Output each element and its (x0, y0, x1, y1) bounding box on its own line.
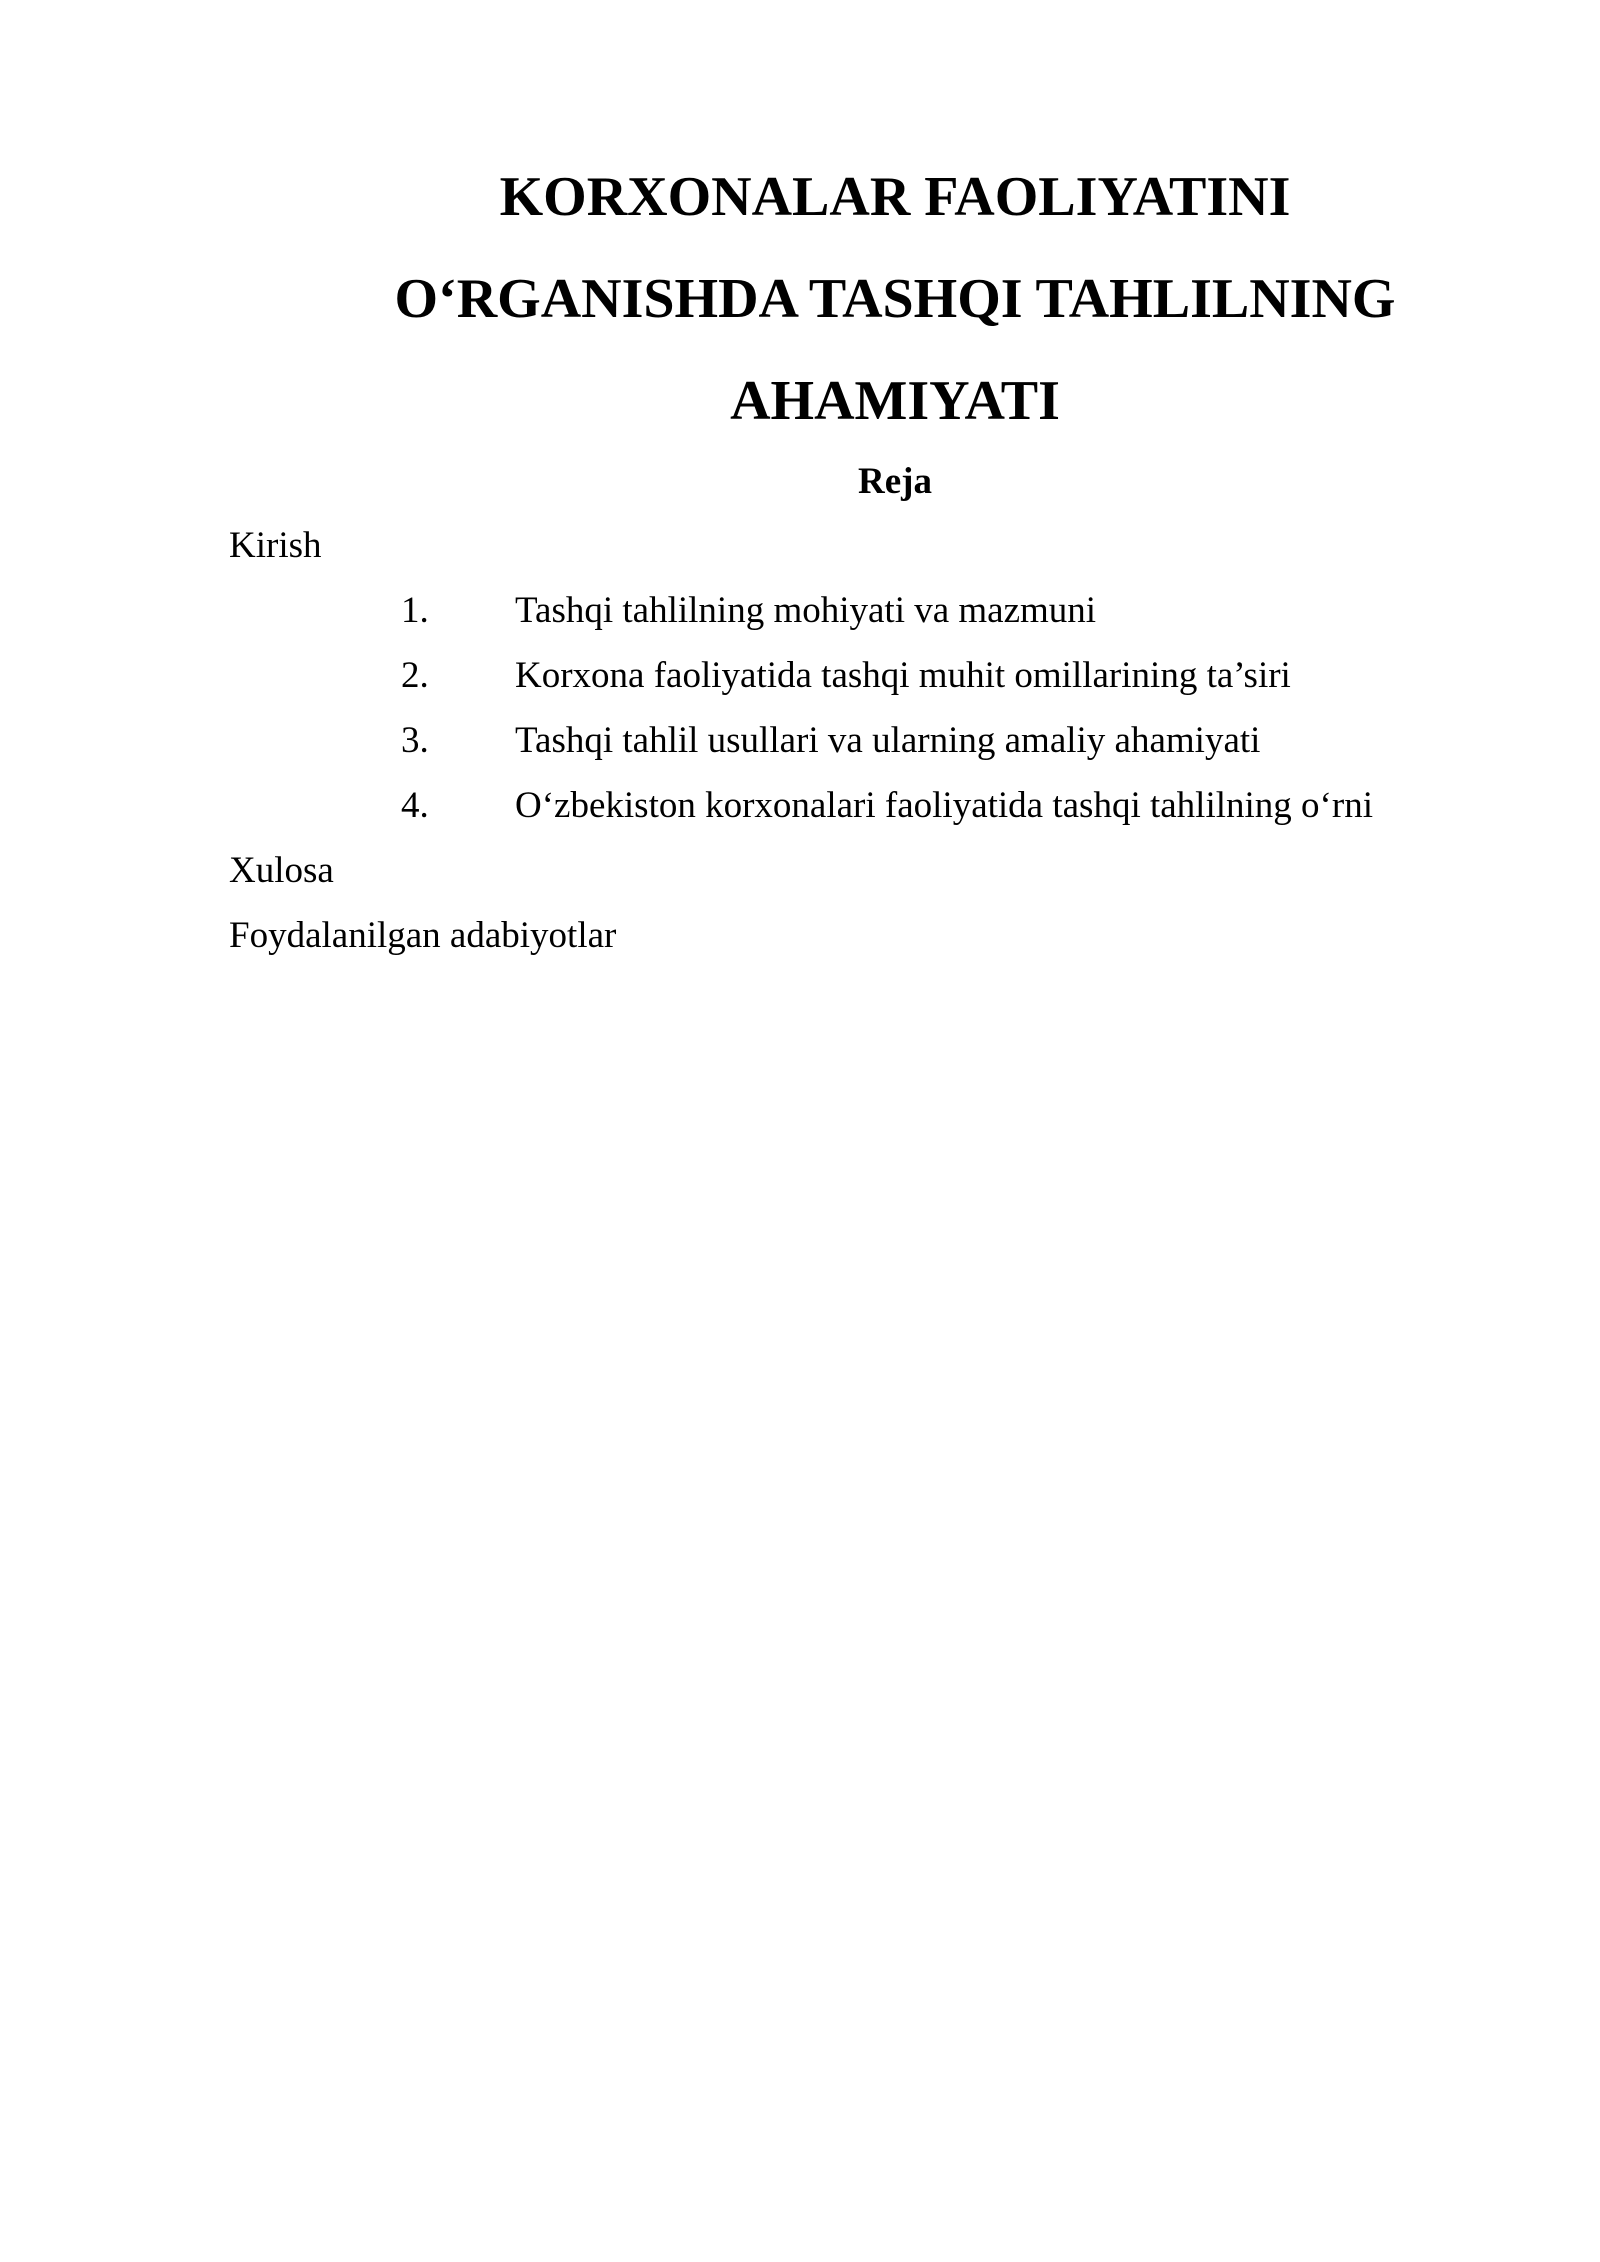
title-line: AHAMIYATI (730, 370, 1060, 432)
plan-item-number: 2. (401, 655, 429, 696)
conclusion-label: Xulosa (229, 850, 334, 891)
references-label: Foydalanilgan adabiyotlar (229, 915, 617, 956)
plan-item-text: Korxona faoliyatida tashqi muhit omillarining ta’siri (515, 655, 1291, 696)
intro-label: Kirish (229, 525, 322, 566)
plan-item-text: Tashqi tahlilning mohiyati va mazmuni (515, 590, 1097, 631)
plan-heading: Reja (858, 461, 932, 502)
title-line: KORXONALAR FAOLIYATINI (499, 166, 1291, 228)
title-line: O‘RGANISHDA TASHQI TAHLILNING (394, 268, 1396, 330)
plan-item-text: Tashqi tahlil usullari va ularning amaliy ahamiyati (515, 720, 1261, 761)
plan-item-number: 1. (401, 590, 429, 631)
document-title (330, 146, 1460, 452)
plan-item-number: 3. (401, 720, 429, 761)
plan-item-number: 4. (401, 785, 429, 826)
plan-item-text: O‘zbekiston korxonalari faoliyatida tashqi tahlilning o‘rni (515, 785, 1373, 826)
